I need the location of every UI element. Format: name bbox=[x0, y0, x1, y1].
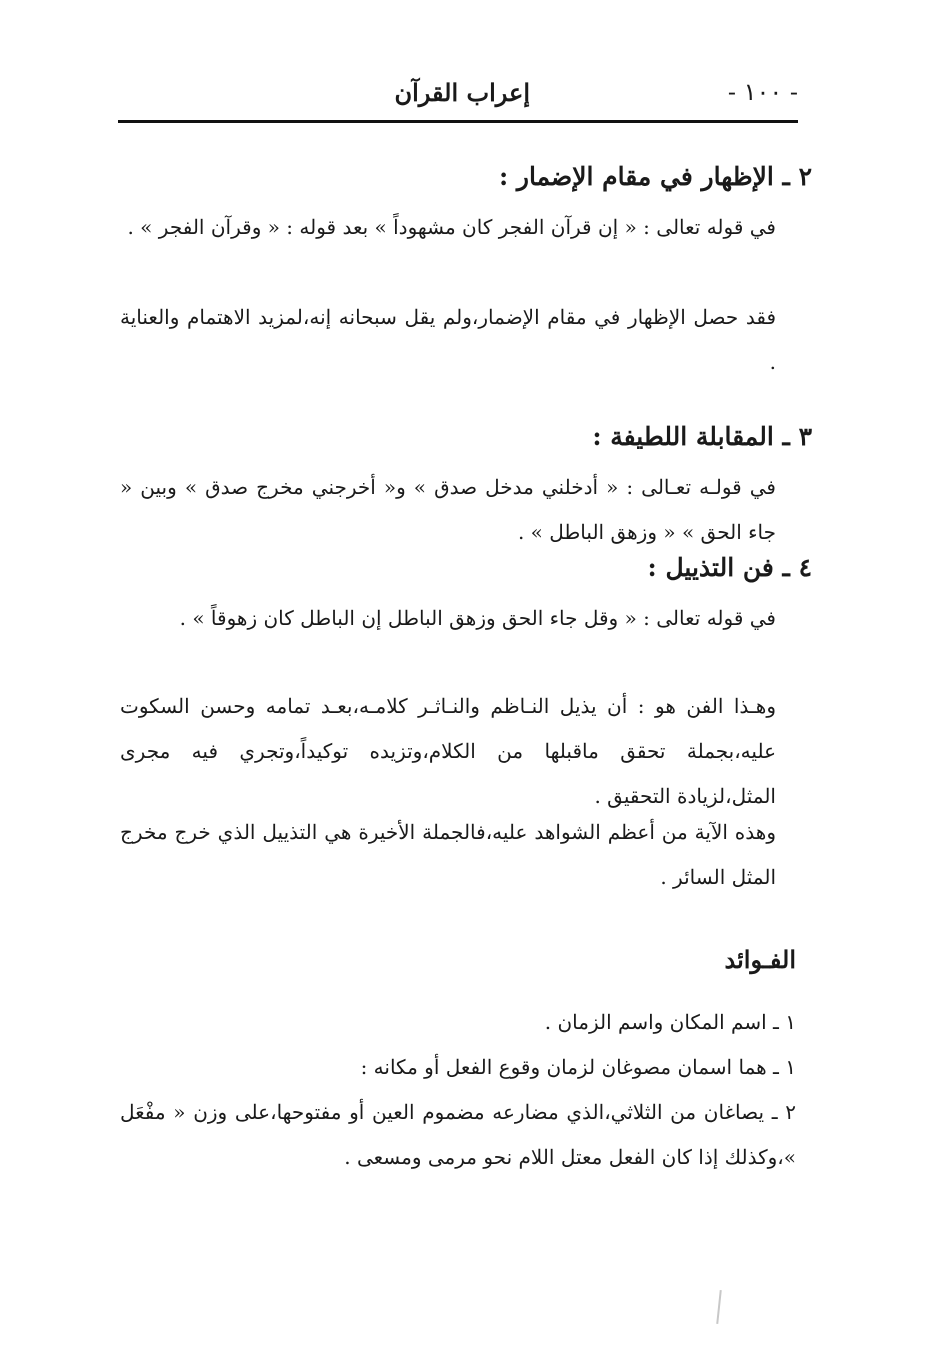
paragraph: فقد حصل الإظهار في مقام الإضمار،ولم يقل سبحانه إنه،لمزيد الاهتمام والعناية . bbox=[120, 305, 776, 374]
list-item: ١ ـ اسم المكان واسم الزمان . bbox=[544, 1010, 796, 1034]
list-item: ٢ ـ يصاغان من الثلاثي،الذي مضارعه مضموم العين أو مفتوحها،على وزن « مفْعَل »،وكذلك إذا كان الفعل معتل اللام نحو مرمى ومسعى . bbox=[120, 1100, 796, 1169]
scan-mark bbox=[716, 1290, 722, 1324]
paragraph: وهذه الآية من أعظم الشواهد عليه،فالجملة الأخيرة هي التذييل الذي خرج مخرج المثل السائر . bbox=[120, 820, 776, 889]
header-rule bbox=[118, 120, 798, 123]
section-heading: ٣ ـ المقابلة اللطيفة : bbox=[592, 422, 812, 451]
page-number: - ١٠٠ - bbox=[727, 78, 798, 106]
section-heading: ٤ ـ فن التذييل : bbox=[647, 553, 812, 582]
section-heading: ٢ ـ الإظهار في مقام الإضمار : bbox=[498, 162, 812, 191]
paragraph: في قولـه تعـالى : « أدخلني مدخل صدق » و« أخرجني مخرج صدق » وبين « جاء الحق » « وزهق الباطل » . bbox=[120, 475, 776, 544]
paragraph: في قوله تعالى : « إن قرآن الفجر كان مشهوداً » بعد قوله : « وقرآن الفجر » . bbox=[127, 215, 776, 239]
paragraph: وهـذا الفن هو : أن يذيل النـاظم والنـاثـر كلامـه،بعـد تمامه وحسن السكوت عليه،بجملة تحقق ماقبلها من الكلام،وتزيده توكيداً،وتجري فيه مجرى المثل،لزيادة التحقيق . bbox=[120, 694, 776, 808]
paragraph: في قوله تعالى : « وقل جاء الحق وزهق الباطل إن الباطل كان زهوقاً » . bbox=[179, 606, 776, 630]
page-header bbox=[120, 74, 798, 118]
fawaid-title: الفـوائد bbox=[724, 945, 796, 974]
list-item: ١ ـ هما اسمان مصوغان لزمان وقوع الفعل أو مكانه : bbox=[360, 1055, 796, 1079]
book-title: إعراب القرآن bbox=[394, 78, 530, 107]
